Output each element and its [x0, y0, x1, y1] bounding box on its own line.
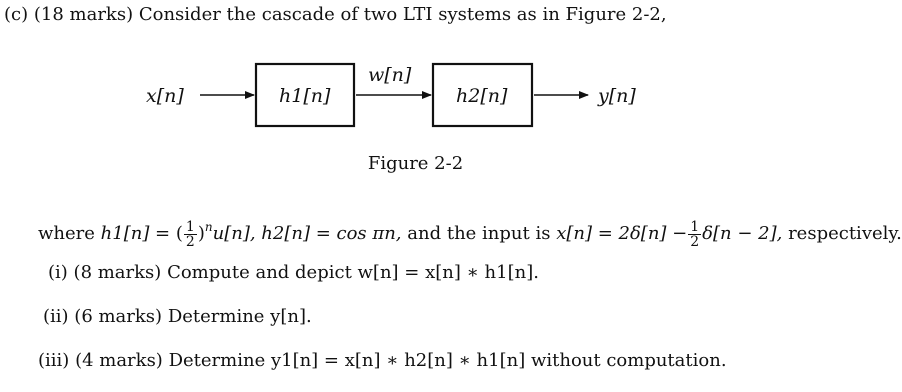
item-label: (ii)	[43, 306, 69, 327]
question-header	[4, 4, 667, 26]
marks-label: (18 marks)	[33, 4, 134, 25]
h1-rest: u[n],	[212, 223, 256, 244]
h1-paren-close: )	[197, 223, 205, 244]
item-label: (i)	[48, 262, 68, 283]
h1-paren-open: (	[175, 223, 183, 244]
exponent-n: n	[204, 220, 213, 234]
fraction-numerator: 1	[185, 218, 195, 235]
definitions-line	[38, 210, 902, 251]
half-fraction-2	[688, 220, 701, 249]
respectively-text: respectively.	[788, 223, 902, 244]
item-iii	[38, 350, 727, 372]
item-marks: (4 marks)	[75, 350, 163, 371]
x-definition-b: δ[n − 2],	[702, 223, 783, 244]
fraction-denominator-2: 2	[690, 233, 700, 250]
h2-definition: h2[n] = cos πn,	[261, 223, 402, 244]
item-i	[48, 262, 539, 284]
block1-label: h1[n]	[279, 85, 331, 107]
item-marks: (6 marks)	[74, 306, 163, 327]
item-marks: (8 marks)	[73, 262, 162, 283]
intermediate-signal-label: w[n]	[368, 64, 412, 86]
fraction-numerator-2: 1	[690, 218, 700, 235]
part-label: (c)	[4, 4, 29, 25]
and-input-text: and the input is	[407, 223, 551, 244]
item-ii	[43, 306, 312, 328]
half-fraction	[184, 220, 197, 249]
input-signal-label: x[n]	[146, 85, 184, 107]
output-signal-label: y[n]	[598, 85, 636, 107]
fraction-denominator: 2	[185, 233, 195, 250]
where-text: where	[38, 223, 95, 244]
h1-lhs: h1[n] =	[100, 223, 171, 244]
x-definition-a: x[n] = 2δ[n] −	[556, 223, 688, 244]
figure-caption: Figure 2-2	[367, 153, 464, 174]
item-text: Determine y1[n] = x[n] ∗ h2[n] ∗ h1[n] without computation.	[168, 350, 727, 371]
item-label: (iii)	[38, 350, 70, 371]
item-text: Compute and depict w[n] = x[n] ∗ h1[n].	[167, 262, 539, 283]
block2-label: h2[n]	[456, 85, 508, 107]
header-text: Consider the cascade of two LTI systems as in Figure 2-2,	[138, 4, 667, 25]
item-text: Determine y[n].	[167, 306, 312, 327]
